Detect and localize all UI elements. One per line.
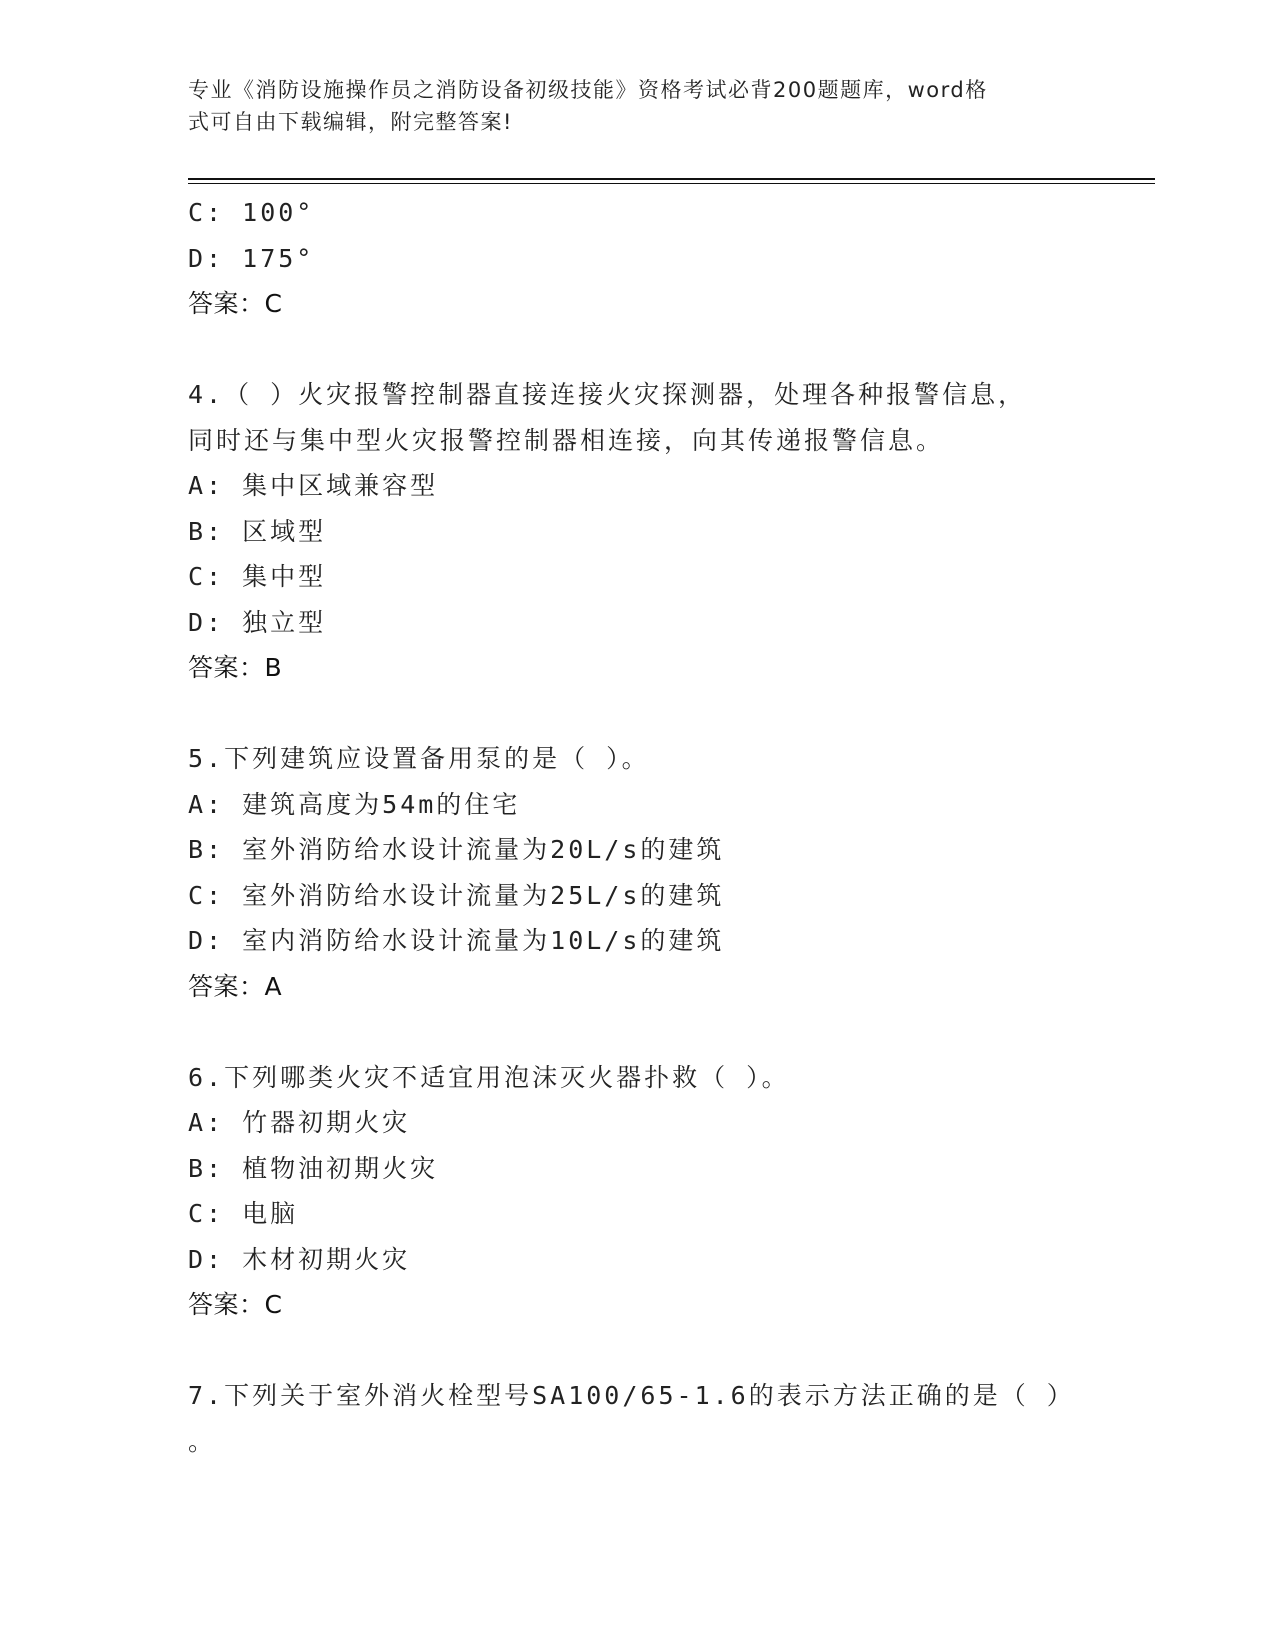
option-c: C: 集中型	[188, 562, 327, 591]
spacer	[188, 1009, 1128, 1055]
option-b: B: 室外消防给水设计流量为20L/s的建筑	[188, 835, 725, 864]
question-7	[188, 1373, 1128, 1464]
option-b: B: 植物油初期火灾	[188, 1153, 439, 1183]
question-stem-line-1: 4.（ ）火灾报警控制器直接连接火灾探测器，处理各种报警信息，	[188, 380, 1027, 409]
header-rule-thin	[188, 183, 1155, 184]
answer: 答案：C	[188, 289, 283, 318]
question-5	[188, 736, 1128, 1009]
option-c: C: 室外消防给水设计流量为25L/s的建筑	[188, 880, 725, 910]
question-4	[188, 372, 1128, 691]
document-header	[188, 74, 1068, 138]
option-d: D: 独立型	[188, 607, 327, 637]
spacer	[188, 327, 1128, 373]
option-b: B: 区域型	[188, 516, 327, 546]
question-list	[188, 190, 1128, 1464]
question-6	[188, 1055, 1128, 1328]
option-d: D: 木材初期火灾	[188, 1244, 411, 1274]
answer: 答案：A	[188, 971, 283, 1001]
spacer	[188, 691, 1128, 737]
header-rule-thick	[188, 178, 1155, 180]
option-a: A: 集中区域兼容型	[188, 471, 439, 500]
option-c: C: 电脑	[188, 1199, 299, 1228]
option-d: D: 175°	[188, 243, 315, 273]
question-stem-line-2: 。	[188, 1426, 217, 1456]
answer: 答案：B	[188, 653, 283, 682]
question-stem-line-1: 7.下列关于室外消火栓型号SA100/65-1.6的表示方法正确的是（ ）	[188, 1381, 1075, 1410]
question-stem: 6.下列哪类火灾不适宜用泡沫灭火器扑救（ ）。	[188, 1062, 790, 1092]
question-stem-line-2: 同时还与集中型火灾报警控制器相连接，向其传递报警信息。	[188, 425, 945, 455]
option-d: D: 室内消防给水设计流量为10L/s的建筑	[188, 926, 725, 955]
question-stem: 5.下列建筑应设置备用泵的是（ ）。	[188, 744, 650, 773]
option-a: A: 建筑高度为54m的住宅	[188, 789, 521, 819]
question-3	[188, 190, 1128, 327]
header-line-2: 式可自由下载编辑，附完整答案!	[188, 110, 513, 134]
spacer	[188, 1328, 1128, 1374]
option-c: C: 100°	[188, 198, 315, 227]
option-a: A: 竹器初期火灾	[188, 1108, 411, 1137]
answer: 答案：C	[188, 1290, 283, 1319]
header-line-1: 专业《消防设施操作员之消防设备初级技能》资格考试必背200题题库，word格	[188, 78, 988, 102]
